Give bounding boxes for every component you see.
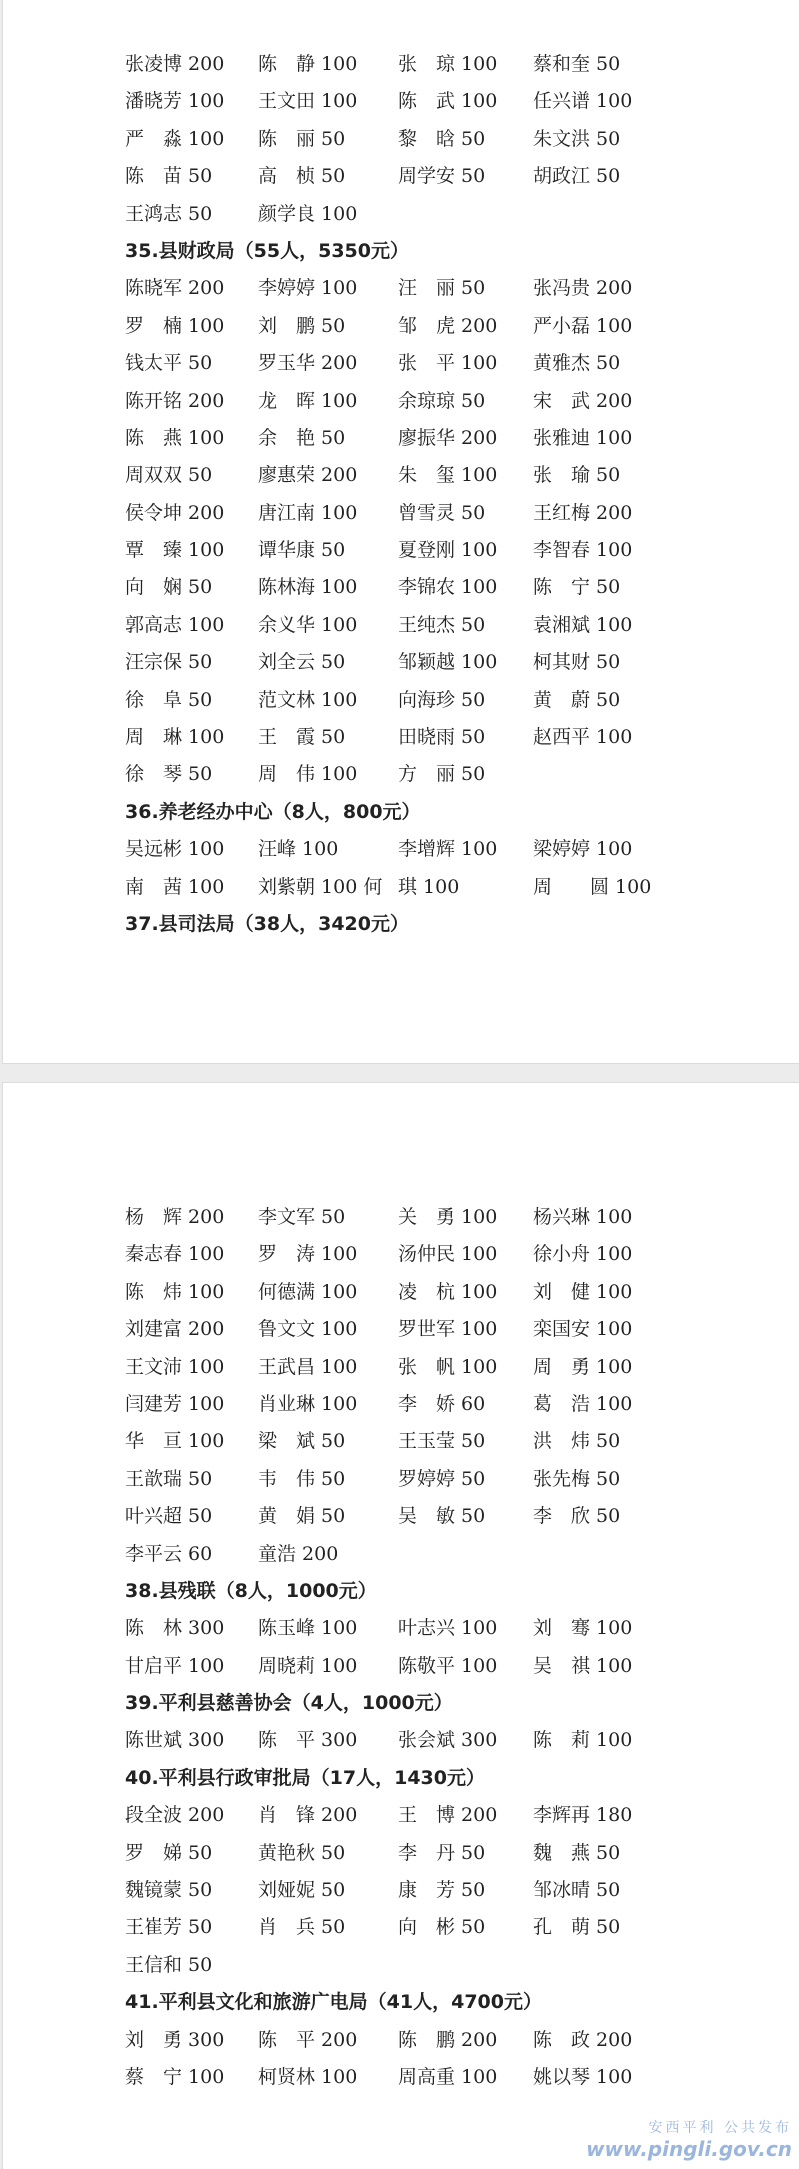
donor-entry: 刘全云 50 (258, 651, 346, 674)
donor-row (3, 1498, 799, 1535)
donor-row (3, 345, 799, 382)
donor-entry: 谭华康 50 (258, 539, 346, 562)
donor-entry: 刘 勇 300 (125, 2028, 225, 2051)
donor-entry: 梁 斌 50 (258, 1430, 346, 1453)
donor-row (3, 83, 799, 120)
donor-entry: 汤仲民 100 (398, 1243, 498, 1266)
donor-entry: 任兴谱 100 (533, 90, 633, 113)
donor-entry: 栾国安 100 (533, 1318, 633, 1341)
donor-entry: 向海珍 50 (398, 688, 486, 711)
donor-entry: 张 平 100 (398, 352, 498, 375)
donor-row (3, 308, 799, 345)
donor-entry: 秦志春 100 (125, 1243, 225, 1266)
donor-entry: 颜学良 100 (258, 202, 358, 225)
donor-entry: 王崔芳 50 (125, 1916, 213, 1939)
donor-entry: 康 芳 50 (398, 1879, 486, 1902)
donor-entry: 王歆瑞 50 (125, 1467, 213, 1490)
donor-row (3, 1386, 799, 1423)
donor-entry: 陈 莉 100 (533, 1729, 633, 1752)
donor-row (3, 2022, 799, 2059)
donor-entry: 余义华 100 (258, 613, 358, 636)
donor-entry: 关 勇 100 (398, 1206, 498, 1228)
donor-entry: 葛 浩 100 (533, 1392, 633, 1415)
donor-row (3, 1461, 799, 1498)
donor-entry: 周 伟 100 (258, 763, 358, 786)
donor-entry: 罗 娣 50 (125, 1841, 213, 1864)
donor-entry: 周晓莉 100 (258, 1654, 358, 1677)
donor-entry: 蔡 宁 100 (125, 2065, 225, 2088)
donor-row (3, 1947, 799, 1984)
donor-row (3, 1423, 799, 1460)
donor-entry: 王鸿志 50 (125, 202, 213, 225)
donor-entry: 黄 蔚 50 (533, 688, 621, 711)
donor-entry: 张先梅 50 (533, 1467, 621, 1490)
donor-entry: 张会斌 300 (398, 1729, 498, 1752)
donor-entry: 陈 平 200 (258, 2028, 358, 2051)
donor-row (3, 1274, 799, 1311)
donor-entry: 孔 萌 50 (533, 1916, 621, 1939)
donor-entry: 张凌博 200 (125, 53, 225, 75)
donor-entry: 柯贤林 100 (258, 2065, 358, 2088)
watermark-title: 安西平利 公共发布 (648, 2120, 792, 2136)
site-watermark (586, 2117, 792, 2161)
donor-entry: 肖业琳 100 (258, 1392, 358, 1415)
donor-entry: 陈开铭 200 (125, 389, 225, 412)
donor-row (3, 196, 799, 233)
section-heading: 37.县司法局（38人，3420元） (125, 912, 409, 935)
donor-entry: 周学安 50 (398, 165, 486, 188)
donor-entry: 闫建芳 100 (125, 1392, 225, 1415)
donor-entry: 李 欣 50 (533, 1505, 621, 1528)
donor-entry: 侯令坤 200 (125, 501, 225, 524)
donor-entry: 姚以琴 100 (533, 2065, 633, 2088)
donor-row (3, 1797, 799, 1834)
donor-entry: 唐江南 100 (258, 501, 358, 524)
donor-entry: 陈 武 100 (398, 90, 498, 113)
donor-entry: 陈 鹏 200 (398, 2028, 498, 2051)
donor-entry: 张 帆 100 (398, 1355, 498, 1378)
donor-entry: 陈 政 200 (533, 2028, 633, 2051)
donor-entry: 汪峰 100 (258, 838, 339, 861)
donor-entry: 王 霞 50 (258, 726, 346, 749)
donor-entry: 琪 100 (398, 875, 460, 898)
donor-entry: 王武昌 100 (258, 1355, 358, 1378)
donor-entry: 吴 祺 100 (533, 1654, 633, 1677)
donor-entry: 叶兴超 50 (125, 1505, 213, 1528)
donor-row (3, 420, 799, 457)
donor-entry: 曾雪灵 50 (398, 501, 486, 524)
donor-entry: 罗 涛 100 (258, 1243, 358, 1266)
donor-entry: 李文军 50 (258, 1206, 346, 1228)
donor-entry: 肖 兵 50 (258, 1916, 346, 1939)
donor-entry: 魏 燕 50 (533, 1841, 621, 1864)
donor-entry: 徐小舟 100 (533, 1243, 633, 1266)
donor-row (3, 457, 799, 494)
section-heading: 40.平利县行政审批局（17人，1430元） (125, 1766, 485, 1789)
donor-entry: 胡政江 50 (533, 165, 621, 188)
donor-entry: 王 博 200 (398, 1804, 498, 1827)
donor-entry: 黎 晗 50 (398, 127, 486, 150)
donor-entry: 黄 娟 50 (258, 1505, 346, 1528)
donor-entry: 陈敬平 100 (398, 1654, 498, 1677)
donor-entry: 潘晓芳 100 (125, 90, 225, 113)
donor-entry: 刘紫朝 100 何 (258, 875, 383, 898)
donor-row (3, 495, 799, 532)
donor-entry: 陈 炜 100 (125, 1280, 225, 1303)
donor-entry: 肖 锋 200 (258, 1804, 358, 1827)
donor-entry: 李辉再 180 (533, 1804, 633, 1827)
donor-entry: 陈 林 300 (125, 1617, 225, 1640)
donor-row (3, 1872, 799, 1909)
donor-entry: 鲁文文 100 (258, 1318, 358, 1341)
donor-entry: 罗婷婷 50 (398, 1467, 486, 1490)
donor-entry: 李 丹 50 (398, 1841, 486, 1864)
donor-row (3, 1648, 799, 1685)
donor-entry: 陈 宁 50 (533, 576, 621, 599)
section-heading: 38.县残联（8人，1000元） (125, 1579, 377, 1602)
donor-entry: 龙 晖 100 (258, 389, 358, 412)
donor-entry: 陈林海 100 (258, 576, 358, 599)
donor-row (3, 1236, 799, 1273)
donor-entry: 吴远彬 100 (125, 838, 225, 861)
donor-row (3, 1610, 799, 1647)
page-1-content (3, 46, 799, 943)
donor-entry: 严 淼 100 (125, 127, 225, 150)
donor-row (3, 719, 799, 756)
donor-entry: 周 圆 100 (533, 875, 652, 898)
donor-entry: 李 娇 60 (398, 1392, 486, 1415)
donor-entry: 朱 玺 100 (398, 464, 498, 487)
donor-entry: 王玉莹 50 (398, 1430, 486, 1453)
donor-entry: 宋 武 200 (533, 389, 633, 412)
donor-row (3, 831, 799, 868)
donor-row (3, 121, 799, 158)
donor-entry: 王文沛 100 (125, 1355, 225, 1378)
donor-entry: 刘 健 100 (533, 1280, 633, 1303)
donor-entry: 罗玉华 200 (258, 352, 358, 375)
donor-row (3, 756, 799, 793)
donor-entry: 陈 丽 50 (258, 127, 346, 150)
donor-entry: 徐 阜 50 (125, 688, 213, 711)
donor-entry: 华 亘 100 (125, 1430, 225, 1453)
donor-entry: 杨 辉 200 (125, 1206, 225, 1228)
donor-entry: 陈 平 300 (258, 1729, 358, 1752)
donor-entry: 王信和 50 (125, 1953, 213, 1976)
donor-entry: 郭高志 100 (125, 613, 225, 636)
donor-entry: 南 茜 100 (125, 875, 225, 898)
donor-entry: 廖惠荣 200 (258, 464, 358, 487)
donor-entry: 黄艳秋 50 (258, 1841, 346, 1864)
donor-entry: 周双双 50 (125, 464, 213, 487)
donor-entry: 张 琼 100 (398, 53, 498, 75)
donor-entry: 陈 静 100 (258, 53, 358, 75)
donor-entry: 叶志兴 100 (398, 1617, 498, 1640)
donor-row (3, 644, 799, 681)
donor-entry: 严小磊 100 (533, 314, 633, 337)
section-heading: 39.平利县慈善协会（4人，1000元） (125, 1692, 453, 1715)
donor-entry: 柯其财 50 (533, 651, 621, 674)
donor-entry: 李智春 100 (533, 539, 633, 562)
donor-entry: 罗 楠 100 (125, 314, 225, 337)
donor-entry: 朱文洪 50 (533, 127, 621, 150)
donor-entry: 邹 虎 200 (398, 314, 498, 337)
donor-entry: 向 娴 50 (125, 576, 213, 599)
donor-row (3, 2059, 799, 2096)
donor-entry: 刘娅妮 50 (258, 1879, 346, 1902)
watermark-url: www.pingli.gov.cn (586, 2137, 792, 2161)
donor-row (3, 46, 799, 83)
donor-entry: 李锦农 100 (398, 576, 498, 599)
donor-entry: 段全波 200 (125, 1804, 225, 1827)
donor-entry: 刘建富 200 (125, 1318, 225, 1341)
donor-row (3, 1722, 799, 1759)
donor-entry: 汪 丽 50 (398, 277, 486, 300)
donor-entry: 邹冰晴 50 (533, 1879, 621, 1902)
donor-entry: 蔡和奎 50 (533, 53, 621, 75)
donor-entry: 罗世军 100 (398, 1318, 498, 1341)
section-heading: 36.养老经办中心（8人，800元） (125, 800, 421, 823)
donor-entry: 赵西平 100 (533, 726, 633, 749)
document-page-1 (3, 0, 799, 1063)
donor-row (3, 682, 799, 719)
donor-entry: 童浩 200 (258, 1542, 339, 1565)
donor-row (3, 270, 799, 307)
donor-entry: 刘 骞 100 (533, 1617, 633, 1640)
donor-entry: 刘 鹏 50 (258, 314, 346, 337)
donor-entry: 张雅迪 100 (533, 426, 633, 449)
donor-entry: 徐 琴 50 (125, 763, 213, 786)
donor-entry: 梁婷婷 100 (533, 838, 633, 861)
donor-entry: 洪 炜 50 (533, 1430, 621, 1453)
donor-entry: 高 桢 50 (258, 165, 346, 188)
donor-entry: 余 艳 50 (258, 426, 346, 449)
section-heading: 41.平利县文化和旅游广电局（41人，4700元） (125, 1991, 542, 2014)
donor-entry: 凌 杭 100 (398, 1280, 498, 1303)
donor-row (3, 607, 799, 644)
donor-entry: 邹颖越 100 (398, 651, 498, 674)
donor-entry: 田晓雨 50 (398, 726, 486, 749)
donor-entry: 周高重 100 (398, 2065, 498, 2088)
page-2-content (3, 1199, 799, 2096)
donor-entry: 黄雅杰 50 (533, 352, 621, 375)
donor-entry: 李增辉 100 (398, 838, 498, 861)
donor-entry: 李平云 60 (125, 1542, 213, 1565)
donor-entry: 张冯贵 200 (533, 277, 633, 300)
donor-row (3, 1199, 799, 1236)
donor-entry: 陈 燕 100 (125, 426, 225, 449)
donor-entry: 覃 臻 100 (125, 539, 225, 562)
donor-row (3, 1311, 799, 1348)
donor-entry: 魏镜蒙 50 (125, 1879, 213, 1902)
donor-row (3, 1536, 799, 1573)
donor-row (3, 158, 799, 195)
donor-entry: 周 琳 100 (125, 726, 225, 749)
donor-entry: 吴 敏 50 (398, 1505, 486, 1528)
donor-row (3, 569, 799, 606)
donor-entry: 范文林 100 (258, 688, 358, 711)
donor-entry: 甘启平 100 (125, 1654, 225, 1677)
section-heading: 35.县财政局（55人，5350元） (125, 239, 409, 262)
donor-entry: 周 勇 100 (533, 1355, 633, 1378)
donor-row (3, 1909, 799, 1946)
donor-entry: 袁湘斌 100 (533, 613, 633, 636)
donor-entry: 王纯杰 50 (398, 613, 486, 636)
donor-entry: 陈世斌 300 (125, 1729, 225, 1752)
donor-row (3, 1835, 799, 1872)
donor-entry: 张 瑜 50 (533, 464, 621, 487)
donor-entry: 余琼琼 50 (398, 389, 486, 412)
donor-row (3, 532, 799, 569)
donor-entry: 向 彬 50 (398, 1916, 486, 1939)
donor-entry: 钱太平 50 (125, 352, 213, 375)
document-page-2 (3, 1083, 799, 2169)
donor-row (3, 1349, 799, 1386)
donor-entry: 王文田 100 (258, 90, 358, 113)
donor-entry: 陈 苗 50 (125, 165, 213, 188)
donor-entry: 韦 伟 50 (258, 1467, 346, 1490)
donor-entry: 杨兴琳 100 (533, 1206, 633, 1228)
donor-entry: 夏登刚 100 (398, 539, 498, 562)
donor-entry: 汪宗保 50 (125, 651, 213, 674)
donor-entry: 李婷婷 100 (258, 277, 358, 300)
donor-entry: 廖振华 200 (398, 426, 498, 449)
donor-entry: 王红梅 200 (533, 501, 633, 524)
donor-entry: 陈晓军 200 (125, 277, 225, 300)
donor-row (3, 383, 799, 420)
donor-entry: 方 丽 50 (398, 763, 486, 786)
donor-row (3, 869, 799, 906)
donor-entry: 陈玉峰 100 (258, 1617, 358, 1640)
donor-entry: 何德满 100 (258, 1280, 358, 1303)
